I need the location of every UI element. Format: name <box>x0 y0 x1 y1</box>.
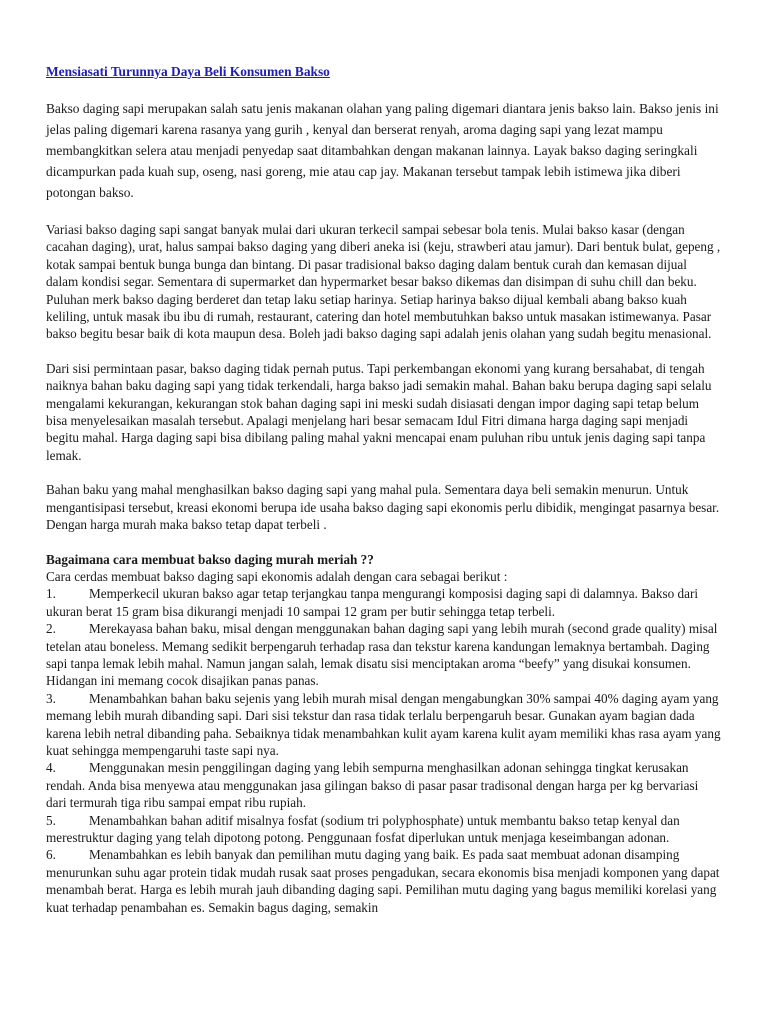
list-item-number: 6. <box>46 847 56 863</box>
list-lead: Cara cerdas membuat bakso daging sapi ekonomis adalah dengan cara sebagai berikut : <box>46 568 508 584</box>
list-item-number: 3. <box>46 690 56 706</box>
paragraph-permintaan: Dari sisi permintaan pasar, bakso daging tidak pernah putus. Tapi perkembangan ekonomi yang kurang bersahabat, di tengah naiknya bahan baku daging sapi yang tidak terkendali, harga bakso jadi semakin mahal. Bahan baku berupa daging sapi selalu mengalami kekurangan, kekurangan stok bahan daging sapi ini meski sudah disiasati dengan impor daging sapi tetap belum bisa menyelesaikan masalah tersebut. Apalagi menjelang hari besar semacam Idul Fitri dimana harga daging sapi menjadi begitu mahal. Harga daging sapi bisa dibilang paling mahal yakni mencapai enam puluhan ribu untuk jenis daging sapi tanpa lemak. <box>46 360 712 463</box>
list-item-number: 2. <box>46 621 56 637</box>
list-item <box>46 846 722 916</box>
list-item-text: Menambahkan bahan aditif misalnya fosfat (sodium tri polyphosphate) untuk membantu bakso tetap kenyal dan merestruktur daging yang telah dipotong potong. Penggunaan fosfat diperlukan untuk menjaga keseimbangan adonan. <box>46 812 680 845</box>
steps-list <box>46 585 722 916</box>
list-item-text: Menambahkan es lebih banyak dan pemilihan mutu daging yang baik. Es pada saat membuat adonan disamping menurunkan suhu agar protein tidak mudah rusak saat proses pengadukan, secara ekonomis bisa menjadi komponen yang dapat menambah berat. Harga es lebih murah jauh dibanding daging sapi. Pemilihan mutu daging yang bagus memiliki korelasi yang kuat terhadap penambahan es. Semakin bagus daging, semakin <box>46 847 720 915</box>
list-item <box>46 620 722 690</box>
paragraph-bahan-baku: Bahan baku yang mahal menghasilkan bakso daging sapi yang mahal pula. Sementara daya beli semakin menurun. Untuk mengantisipasi tersebut, kreasi ekonomi berupa ide usaha bakso daging sapi ekonomis perlu dibidik, mengingat pasarnya besar. Dengan harga murah maka bakso tetap dapat terbeli . <box>46 482 720 533</box>
list-item-text: Memperkecil ukuran bakso agar tetap terjangkau tanpa mengurangi komposisi daging sapi di dalamnya. Bakso dari ukuran berat 15 gram bisa dikurangi menjadi 10 sampai 12 gram per butir sehingga tetap terbeli. <box>46 586 699 619</box>
document-title-link[interactable]: Mensiasati Turunnya Daya Beli Konsumen Bakso <box>46 64 330 79</box>
list-item-number: 1. <box>46 586 56 602</box>
list-item <box>46 585 722 620</box>
intro-paragraph: Bakso daging sapi merupakan salah satu jenis makanan olahan yang paling digemari diantara jenis bakso lain. Bakso jenis ini jelas paling digemari karena rasanya yang gurih , kenyal dan berserat renyah, aroma daging sapi yang lezat mampu membangkitkan selera atau menjadi penyedap saat ditambahkan dengan makanan lainnya. Layak bakso daging seringkali dicampurkan pada kuah sup, oseng, nasi goreng, mie atau cap jay. Makanan tersebut tampak lebih istimewa jika diberi potongan bakso. <box>46 101 719 200</box>
list-item-number: 5. <box>46 812 56 828</box>
list-item-text: Menambahkan bahan baku sejenis yang lebih murah misal dengan mengabungkan 30% sampai 40% daging ayam yang memang lebih murah dibanding sapi. Dari sisi tekstur dan rasa tidak terlalu berpengaruh besar. Gunakan ayam bagian dada karena lebih netral dibanding paha. Sebaiknya tidak menambahkan kulit ayam karena kulit ayam memiliki khas rasa ayam yang kuat sehingga mempengaruhi taste sapi nya. <box>46 690 721 758</box>
section-heading: Bagaimana cara membuat bakso daging murah meriah ?? <box>46 551 374 567</box>
list-item <box>46 812 722 847</box>
list-item <box>46 759 722 811</box>
document-page <box>46 64 722 916</box>
list-item-text: Menggunakan mesin penggilingan daging yang lebih sempurna menghasilkan adonan sehingga tingkat kerusakan rendah. Anda bisa menyewa atau menggunakan jasa gilingan bakso di pasar pasar tradisonal dengan harga per kg bervariasi dari termurah tiga ribu sampai empat ribu rupiah. <box>46 760 699 811</box>
list-item-number: 4. <box>46 760 56 776</box>
paragraph-variasi: Variasi bakso daging sapi sangat banyak mulai dari ukuran terkecil sampai sebesar bola tenis. Mulai bakso kasar (dengan cacahan daging), urat, halus sampai bakso daging yang diberi aneka isi (keju, strawberi atau jamur). Dari bentuk bulat, gepeng , kotak sampai bentuk bunga bunga dan bintang. Di pasar tradisional bakso daging dalam bentuk curah dan kemasan dijual dalam kondisi segar. Sementara di supermarket dan hypermarket besar bakso dikemas dan disimpan di suhu chill dan beku. Puluhan merk bakso daging berderet dan tetap laku setiap harinya. Setiap harinya bakso dijual kembali abang bakso kuah keliling, untuk masak ibu ibu di rumah, restaurant, catering dan hotel membutuhkan bakso untuk masakan istimewanya. Pasar bakso begitu besar baik di kota maupun desa. Boleh jadi bakso daging sapi adalah jenis olahan yang sudah begitu menasional. <box>46 222 721 342</box>
list-item <box>46 690 722 760</box>
list-item-text: Merekayasa bahan baku, misal dengan menggunakan bahan daging sapi yang lebih murah (second grade quality) misal tetelan atau boneless. Memang sedikit berpengaruh terhadap rasa dan tekstur karena kandungan lemaknya bertambah. Daging sapi tanpa lemak lebih mahal. Namun jangan salah, lemak disatu sisi menciptakan aroma “beefy” yang disukai konsumen. Hidangan ini memang cocok disajikan panas panas. <box>46 621 718 689</box>
